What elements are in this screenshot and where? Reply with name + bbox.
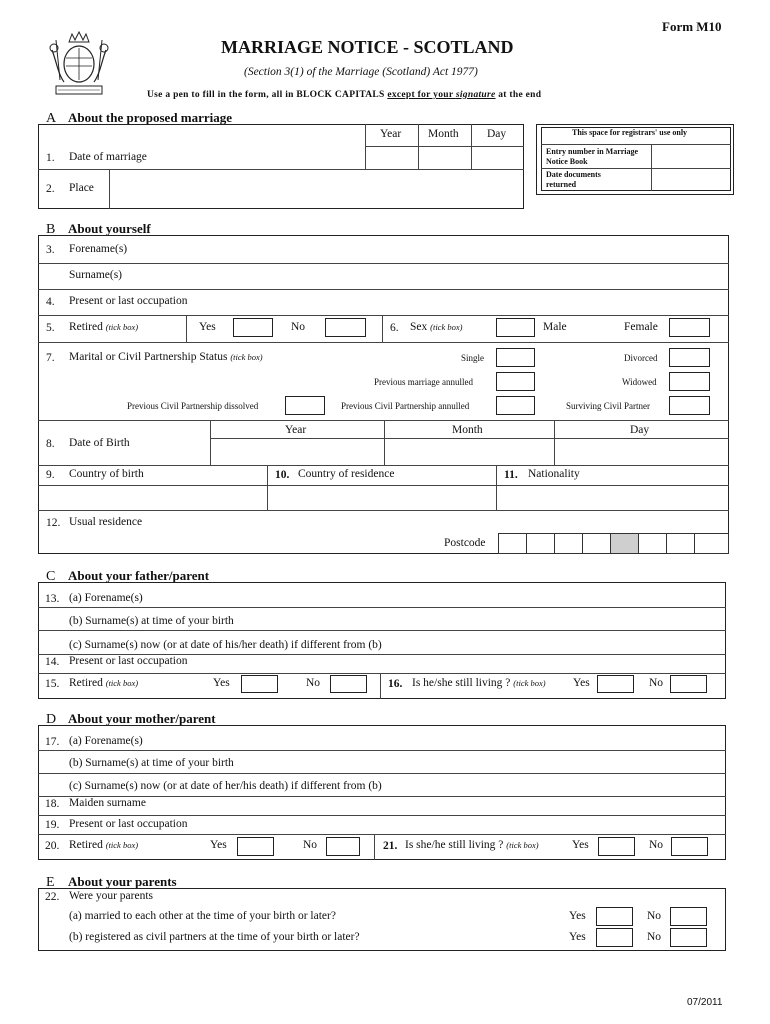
section-a-title: About the proposed marriage bbox=[68, 110, 233, 125]
q19-label: Present or last occupation bbox=[69, 818, 188, 830]
q22-number: 22. bbox=[45, 891, 60, 903]
place-input[interactable] bbox=[110, 170, 523, 208]
col-month: Month bbox=[428, 128, 459, 140]
dob-day-label: Day bbox=[630, 424, 650, 436]
dob-month-label: Month bbox=[452, 424, 483, 436]
q1-number: 1. bbox=[46, 152, 55, 164]
q22a-no-label: No bbox=[647, 910, 662, 922]
q16-text: Is he/she still living ? bbox=[412, 677, 511, 689]
q18-label: Maiden surname bbox=[69, 797, 146, 809]
q16-yes-checkbox[interactable] bbox=[597, 675, 634, 693]
marriage-day-input[interactable] bbox=[472, 147, 523, 168]
q14-label: Present or last occupation bbox=[69, 655, 188, 667]
section-e-title: About your parents bbox=[68, 874, 177, 889]
single-label: Single bbox=[461, 353, 485, 363]
q15-text: Retired bbox=[69, 677, 103, 689]
q3-label: Forename(s) bbox=[69, 243, 128, 255]
q21-number: 21. bbox=[383, 840, 398, 852]
female-checkbox[interactable] bbox=[669, 318, 710, 337]
instr-part-b: except for your bbox=[387, 90, 456, 100]
q22b-label: (b) registered as civil partners at the time of your birth or later? bbox=[69, 931, 360, 943]
q22a-label: (a) married to each other at the time of your birth or later? bbox=[69, 910, 336, 922]
postcode-label: Postcode bbox=[444, 537, 486, 549]
divorced-label: Divorced bbox=[624, 353, 658, 363]
section-b-letter: B bbox=[46, 222, 56, 237]
country-of-residence-input[interactable] bbox=[268, 486, 495, 509]
prev-marriage-annulled-checkbox[interactable] bbox=[496, 372, 535, 391]
q20-yes-label: Yes bbox=[210, 839, 227, 851]
q5-no-label: No bbox=[291, 321, 306, 333]
female-label: Female bbox=[624, 321, 658, 333]
dob-year-input[interactable] bbox=[211, 439, 383, 464]
q21-no-label: No bbox=[649, 839, 664, 851]
q15-no-label: No bbox=[306, 677, 321, 689]
q13a-label: (a) Forename(s) bbox=[69, 592, 143, 604]
q15-yes-checkbox[interactable] bbox=[241, 675, 278, 693]
q9-label: Country of birth bbox=[69, 468, 144, 480]
section-c-letter: C bbox=[46, 569, 56, 584]
q22a-yes-label: Yes bbox=[569, 910, 586, 922]
q20-yes-checkbox[interactable] bbox=[237, 837, 274, 856]
instr-part-a: Use a pen to fill in the form, all in BLOCK CAPITALS bbox=[147, 90, 388, 100]
q17-number: 17. bbox=[45, 736, 60, 748]
q15-number: 15. bbox=[45, 678, 60, 690]
q5-yes-label: Yes bbox=[199, 321, 216, 333]
single-checkbox[interactable] bbox=[496, 348, 535, 367]
dob-day-input[interactable] bbox=[555, 439, 728, 464]
q6-number: 6. bbox=[390, 322, 399, 334]
q5-tick-hint: (tick box) bbox=[105, 322, 139, 332]
q10-label: Country of residence bbox=[298, 468, 395, 480]
q16-yes-label: Yes bbox=[573, 677, 590, 689]
q21-no-checkbox[interactable] bbox=[671, 837, 708, 856]
dob-year-label: Year bbox=[285, 424, 307, 436]
postcode-input[interactable] bbox=[498, 533, 729, 554]
registrar-row1: Entry number in Marriage Notice Book bbox=[546, 147, 639, 166]
male-label: Male bbox=[543, 321, 567, 333]
q2-label: Place bbox=[69, 182, 94, 194]
q5-text: Retired bbox=[69, 321, 103, 333]
surviving-cp-label: Surviving Civil Partner bbox=[566, 401, 650, 411]
q8-label: Date of Birth bbox=[69, 437, 130, 449]
q6-text: Sex bbox=[410, 321, 428, 333]
q14-number: 14. bbox=[45, 656, 60, 668]
q5-number: 5. bbox=[46, 322, 55, 334]
q3-number: 3. bbox=[46, 244, 55, 256]
section-b-title: About yourself bbox=[68, 221, 151, 236]
q21-text: Is she/he still living ? bbox=[405, 839, 504, 851]
q1-label: Date of marriage bbox=[69, 151, 147, 163]
q13c-label: (c) Surname(s) now (or at date of his/her death) if different from (b) bbox=[69, 639, 382, 651]
q8-number: 8. bbox=[46, 438, 55, 450]
q22b-no-checkbox[interactable] bbox=[670, 928, 707, 947]
q22a-yes-checkbox[interactable] bbox=[596, 907, 633, 926]
form-instructions bbox=[147, 91, 541, 101]
q4-label: Present or last occupation bbox=[69, 295, 188, 307]
q9-number: 9. bbox=[46, 469, 55, 481]
footer-date: 07/2011 bbox=[687, 997, 723, 1008]
q16-tick-hint: (tick box) bbox=[513, 678, 546, 688]
q2-number: 2. bbox=[46, 183, 55, 195]
q13-number: 13. bbox=[45, 593, 60, 605]
q17b-label: (b) Surname(s) at time of your birth bbox=[69, 757, 234, 769]
q20-no-checkbox[interactable] bbox=[326, 837, 360, 856]
q12-number: 12. bbox=[46, 517, 61, 529]
q6-label bbox=[410, 322, 462, 334]
form-title: MARRIAGE NOTICE - SCOTLAND bbox=[221, 37, 514, 57]
q7-tick-hint: (tick box) bbox=[230, 352, 263, 362]
col-day: Day bbox=[487, 128, 507, 140]
section-d-title: About your mother/parent bbox=[68, 711, 216, 726]
q22a-no-checkbox[interactable] bbox=[670, 907, 707, 926]
divorced-checkbox[interactable] bbox=[669, 348, 710, 367]
marriage-month-input[interactable] bbox=[419, 147, 470, 168]
country-of-birth-input[interactable] bbox=[39, 486, 266, 509]
q20-label bbox=[69, 840, 138, 852]
q21-yes-label: Yes bbox=[572, 839, 589, 851]
q21-tick-hint: (tick box) bbox=[506, 840, 539, 850]
q22b-yes-label: Yes bbox=[569, 931, 586, 943]
q20-no-label: No bbox=[303, 839, 318, 851]
q20-text: Retired bbox=[69, 839, 103, 851]
q17c-label: (c) Surname(s) now (or at date of her/his death) if different from (b) bbox=[69, 780, 382, 792]
q11-number: 11. bbox=[504, 469, 518, 481]
q15-yes-label: Yes bbox=[213, 677, 230, 689]
widowed-label: Widowed bbox=[622, 377, 657, 387]
royal-arms-crest-icon bbox=[44, 30, 114, 100]
q22b-yes-checkbox[interactable] bbox=[596, 928, 633, 947]
q22b-no-label: No bbox=[647, 931, 662, 943]
q12-label: Usual residence bbox=[69, 516, 143, 528]
q15-label bbox=[69, 678, 138, 690]
q10-number: 10. bbox=[275, 469, 290, 481]
q6-tick-hint: (tick box) bbox=[430, 322, 463, 332]
prev-cp-annulled-label: Previous Civil Partnership annulled bbox=[341, 401, 470, 411]
form-subtitle: (Section 3(1) of the Marriage (Scotland) Act 1977) bbox=[244, 66, 478, 78]
q16-label bbox=[412, 678, 546, 690]
q5-yes-checkbox[interactable] bbox=[233, 318, 273, 337]
prev-cp-dissolved-label: Previous Civil Partnership dissolved bbox=[127, 401, 259, 411]
q21-label bbox=[405, 840, 539, 852]
q5-label bbox=[69, 322, 138, 334]
section-d-letter: D bbox=[46, 712, 57, 727]
q22-label: Were your parents bbox=[69, 890, 154, 902]
col-year: Year bbox=[380, 128, 402, 140]
surviving-cp-checkbox[interactable] bbox=[669, 396, 710, 415]
marriage-year-input[interactable] bbox=[366, 147, 417, 168]
q7-label bbox=[69, 352, 263, 364]
registrar-title: This space for registrars' use only bbox=[572, 128, 688, 137]
section-e-letter: E bbox=[46, 875, 55, 890]
q18-number: 18. bbox=[45, 798, 60, 810]
q16-number: 16. bbox=[388, 678, 403, 690]
prev-marriage-annulled-label: Previous marriage annulled bbox=[374, 377, 473, 387]
registrar-row2: Date documents returned bbox=[546, 170, 601, 189]
male-checkbox[interactable] bbox=[496, 318, 535, 337]
q20-tick-hint: (tick box) bbox=[105, 840, 139, 850]
q4-number: 4. bbox=[46, 296, 55, 308]
instr-part-d: at the end bbox=[495, 90, 542, 100]
q11-label: Nationality bbox=[528, 468, 580, 480]
q19-number: 19. bbox=[45, 819, 60, 831]
q7-number: 7. bbox=[46, 352, 55, 364]
q17a-label: (a) Forename(s) bbox=[69, 735, 143, 747]
form-number: Form M10 bbox=[662, 19, 722, 34]
section-c-title: About your father/parent bbox=[68, 568, 210, 583]
instr-part-c: signature bbox=[455, 90, 496, 100]
prev-cp-annulled-checkbox[interactable] bbox=[496, 396, 535, 415]
surname-label: Surname(s) bbox=[69, 269, 123, 281]
prev-cp-dissolved-checkbox[interactable] bbox=[285, 396, 325, 415]
q16-no-checkbox[interactable] bbox=[670, 675, 707, 693]
q21-yes-checkbox[interactable] bbox=[598, 837, 635, 856]
nationality-input[interactable] bbox=[497, 486, 728, 509]
q7-text: Marital or Civil Partnership Status bbox=[69, 351, 228, 363]
q15-no-checkbox[interactable] bbox=[330, 675, 367, 693]
q5-no-checkbox[interactable] bbox=[325, 318, 366, 337]
q16-no-label: No bbox=[649, 677, 664, 689]
q15-tick-hint: (tick box) bbox=[105, 678, 139, 688]
q20-number: 20. bbox=[45, 840, 60, 852]
q13b-label: (b) Surname(s) at time of your birth bbox=[69, 615, 234, 627]
widowed-checkbox[interactable] bbox=[669, 372, 710, 391]
section-a-letter: A bbox=[46, 111, 57, 126]
dob-month-input[interactable] bbox=[385, 439, 553, 464]
